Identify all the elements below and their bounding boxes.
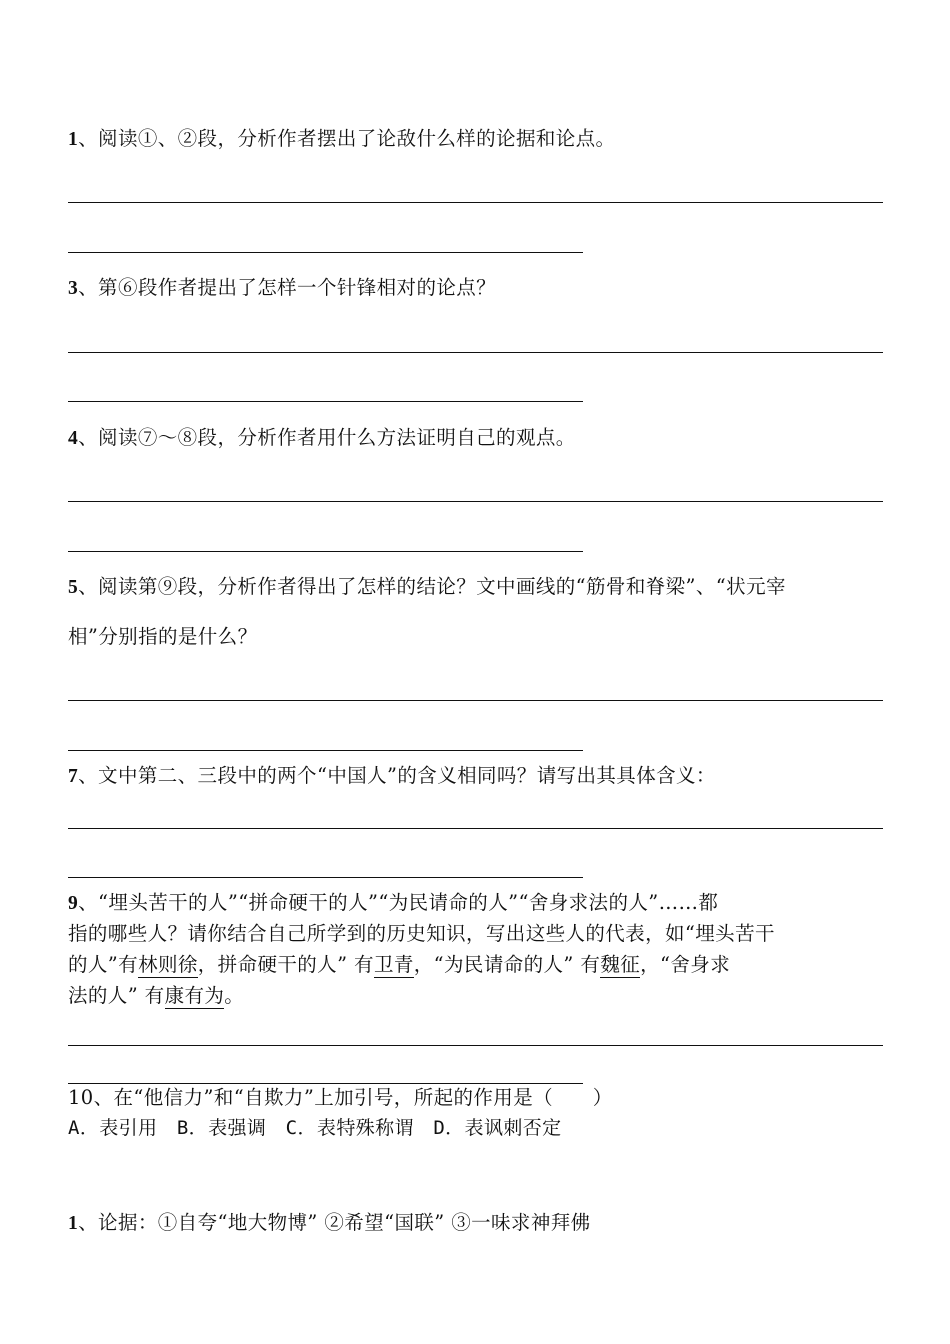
question-number: 4 (68, 428, 79, 449)
question-1 (68, 129, 615, 150)
answer-line[interactable] (68, 551, 583, 552)
question-text: 、“埋头苦干的人”“拼命硬干的人”“为民请命的人”“舍身求法的人”……都 (78, 891, 719, 914)
question-5-continued: 相”分别指的是什么？ (68, 625, 258, 648)
question-number: 9 (68, 893, 79, 914)
question-text: 、阅读①、②段，分析作者摆出了论敌什么样的论据和论点。 (78, 127, 616, 150)
question-number: 5 (68, 577, 79, 598)
question-text: 、阅读第⑨段，分析作者得出了怎样的结论？文中画线的“筋骨和脊梁”、“状元宰 (78, 575, 786, 598)
question-9 (68, 893, 718, 914)
answer-line[interactable] (68, 828, 883, 829)
question-3 (68, 278, 496, 299)
answer-line[interactable] (68, 700, 883, 701)
question-text: 、第⑥段作者提出了怎样一个针锋相对的论点？ (78, 276, 497, 299)
question-number: 3 (68, 278, 79, 299)
answer-wei-qing: 卫青 (373, 953, 414, 976)
question-number: 1 (68, 129, 79, 150)
answer-line[interactable] (68, 750, 583, 751)
answer-line[interactable] (68, 202, 883, 203)
answer-kang-youwei: 康有为 (164, 984, 225, 1007)
question-9-line-3: 的人”有林则徐，拼命硬干的人” 有卫青，“为民请命的人” 有魏征，“舍身求 (68, 953, 731, 976)
answer-number: 1 (68, 1213, 79, 1234)
answer-line[interactable] (68, 1083, 583, 1084)
answer-line[interactable] (68, 401, 583, 402)
answer-line[interactable] (68, 1045, 883, 1046)
question-text: 、阅读⑦～⑧段，分析作者用什么方法证明自己的观点。 (78, 426, 576, 449)
answer-line[interactable] (68, 252, 583, 253)
answer-line[interactable] (68, 877, 583, 878)
question-4 (68, 428, 576, 449)
answer-line[interactable] (68, 352, 883, 353)
answer-lin-zexu: 林则徐 (138, 953, 198, 976)
question-9-line-4: 法的人” 有康有为。 (68, 984, 245, 1007)
answer-1 (68, 1213, 591, 1234)
answer-text: 、论据：①自夸“地大物博” ②希望“国联” ③一味求神拜佛 (78, 1211, 591, 1234)
question-text: 、文中第二、三段中的两个“中国人”的含义相同吗？请写出其具体含义： (78, 764, 716, 787)
question-5 (68, 577, 786, 598)
question-10: 10、在“他信力”和“自欺力”上加引号，所起的作用是（ ） (68, 1086, 613, 1109)
question-number: 7 (68, 766, 79, 787)
answer-wei-zheng: 魏征 (600, 953, 641, 976)
question-7 (68, 766, 716, 787)
question-10-options: A．表引用 B．表强调 C．表特殊称谓 D．表讽刺否定 (68, 1117, 562, 1139)
answer-line[interactable] (68, 501, 883, 502)
question-9-line-2: 指的哪些人？请你结合自己所学到的历史知识，写出这些人的代表，如“埋头苦干 (68, 922, 775, 945)
